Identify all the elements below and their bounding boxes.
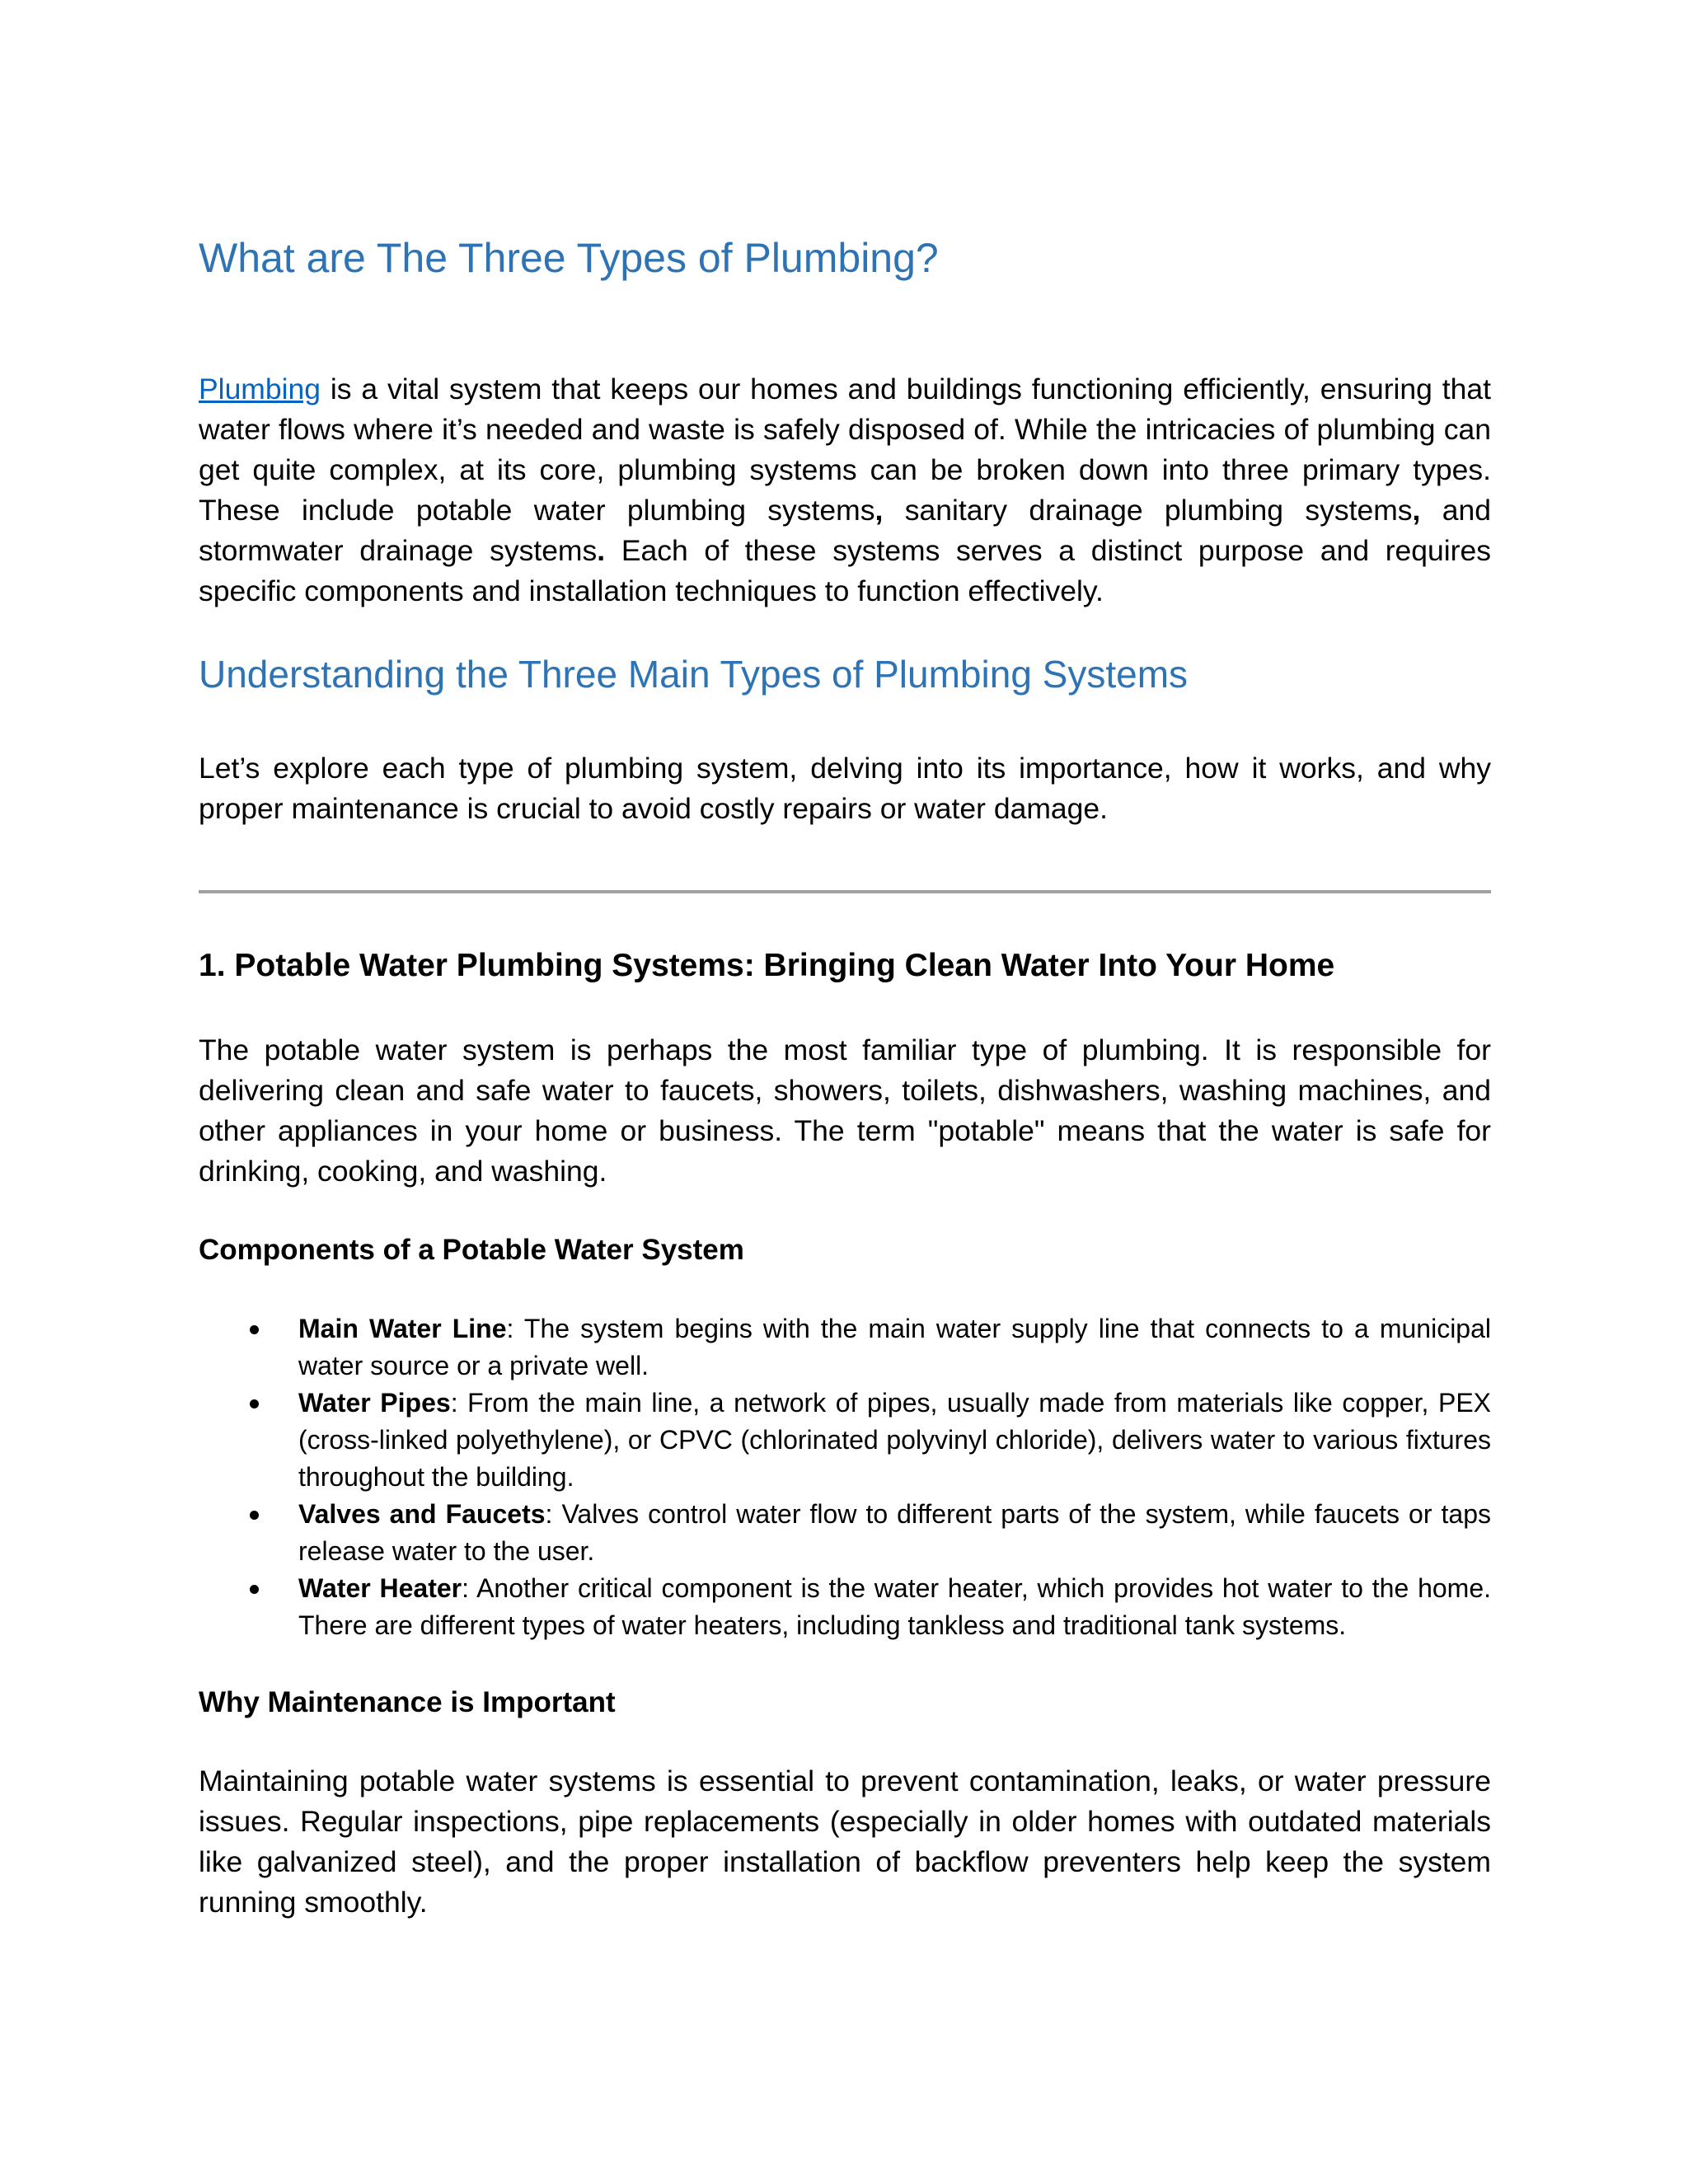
component-term: Water Pipes (298, 1388, 451, 1418)
page-title: What are The Three Types of Plumbing? (199, 235, 939, 281)
list-item (199, 1496, 1491, 1570)
maintenance-heading: Why Maintenance is Important (199, 1686, 616, 1718)
potable-water-paragraph: The potable water system is perhaps the most familiar type of plumbing. It is responsible for delivering clean and safe water to faucets, showers, toilets, dishwashers, washing machines, and other appliances in your home or business. The term "potable" means that the water is safe for drinking, cooking, and washing. (199, 1033, 1491, 1188)
bullet-icon (250, 1511, 259, 1520)
plumbing-link[interactable]: Plumbing (199, 373, 321, 405)
section-subtitle: Understanding the Three Main Types of Plumbing Systems (199, 653, 1189, 696)
intro-text-3: and stormwater drainage systems (199, 494, 1492, 567)
intro-text-2: sanitary drainage plumbing systems (883, 494, 1413, 527)
intro-text-4: Each of these systems serves a distinct purpose and requires specific components and installation techniques to function effectively. (199, 534, 1491, 607)
potable-water-heading: 1. Potable Water Plumbing Systems: Bringing Clean Water Into Your Home (199, 948, 1335, 983)
bullet-icon (250, 1585, 259, 1594)
component-term: Valves and Faucets (298, 1499, 546, 1529)
bullet-icon (250, 1325, 259, 1334)
horizontal-divider (199, 890, 1491, 893)
component-description: : The system begins with the main water supply line that connects to a municipal water source or a private well. (298, 1314, 1492, 1380)
components-list (199, 1310, 1491, 1644)
list-item (199, 1570, 1491, 1644)
intro-comma-1: , (874, 494, 884, 527)
list-item (199, 1385, 1491, 1496)
component-description: : From the main line, a network of pipes, usually made from materials like copper, PEX (cross-linked polyethylene), or CPVC (chlorinated polyvinyl chloride), delivers water to various fixtures throughout the building. (298, 1388, 1492, 1492)
bullet-icon (250, 1399, 259, 1408)
component-term: Water Heater (298, 1573, 462, 1603)
intro-period: . (597, 534, 606, 567)
components-heading: Components of a Potable Water System (199, 1234, 744, 1266)
maintenance-paragraph: Maintaining potable water systems is essential to prevent contamination, leaks, or water pressure issues. Regular inspections, pipe replacements (especially in older homes with outdated materials like galvanized steel), and the proper installation of backflow preventers help keep the system running smoothly. (199, 1765, 1491, 1919)
intro-paragraph (199, 369, 1491, 612)
intro-comma-2: , (1412, 494, 1421, 527)
component-description: : Valves control water flow to different parts of the system, while faucets or taps release water to the user. (298, 1499, 1492, 1566)
explore-paragraph: Let’s explore each type of plumbing system, delving into its importance, how it works, and why proper maintenance is crucial to avoid costly repairs or water damage. (199, 752, 1491, 825)
component-description: : Another critical component is the water heater, which provides hot water to the home. There are different types of water heaters, including tankless and traditional tank systems. (298, 1573, 1492, 1640)
list-item (199, 1310, 1491, 1385)
component-term: Main Water Line (298, 1314, 507, 1343)
intro-text-1: is a vital system that keeps our homes and buildings functioning efficiently, ensuring that water flows where it’s needed and waste is safely disposed of. While the intricacies of plumbing can get quite complex, at its core, plumbing systems can be broken down into three primary types. These include potable water plumbing systems (199, 373, 1491, 527)
